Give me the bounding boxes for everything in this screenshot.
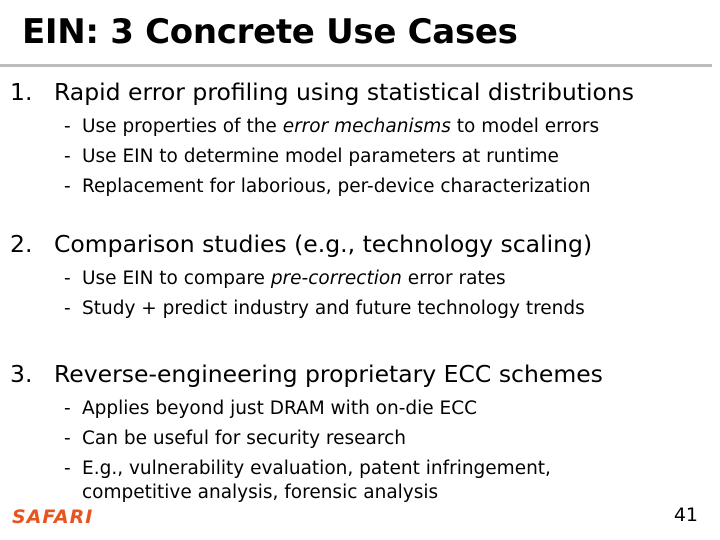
item-heading-text: Comparison studies (e.g., technology scaling) <box>54 230 593 258</box>
sub-bullet <box>64 264 592 294</box>
emphasized-term: pre-correction <box>270 268 402 289</box>
bullet-text: Applies beyond just DRAM with on-die ECC <box>82 398 478 419</box>
bullet-text-line: E.g., vulnerability evaluation, patent infringement, <box>82 458 551 479</box>
sub-bullet <box>64 394 603 424</box>
use-case-heading <box>10 230 592 258</box>
title-divider <box>0 64 712 67</box>
sub-bullet <box>64 454 603 502</box>
item-number: 2. <box>10 230 33 258</box>
bullet-text: Use EIN to determine model parameters at runtime <box>82 146 559 167</box>
bullet-text: Replacement for laborious, per-device characterization <box>82 176 591 197</box>
sub-bullet-list <box>64 394 603 502</box>
bullet-dash: - <box>64 298 71 319</box>
sub-bullet-list <box>64 112 634 202</box>
emphasized-term: error mechanisms <box>282 116 451 137</box>
sub-bullet <box>64 142 634 172</box>
sub-bullet <box>64 112 634 142</box>
item-number: 1. <box>10 78 33 106</box>
bullet-dash: - <box>64 146 71 167</box>
use-case-heading <box>10 360 603 388</box>
sub-bullet <box>64 172 634 202</box>
bullet-dash: - <box>64 428 71 449</box>
sub-bullet <box>64 294 592 324</box>
item-heading-text: Reverse-engineering proprietary ECC schemes <box>54 360 603 388</box>
bullet-dash: - <box>64 398 71 419</box>
item-heading-text: Rapid error profiling using statistical distributions <box>54 78 635 106</box>
bullet-text <box>82 454 551 502</box>
bullet-text: Study + predict industry and future technology trends <box>82 298 585 319</box>
bullet-text: Use properties of the error mechanisms to model errors <box>82 116 600 137</box>
page-number: 41 <box>673 504 698 526</box>
sub-bullet <box>64 424 603 454</box>
bullet-dash: - <box>64 268 71 289</box>
use-case-2 <box>10 230 592 324</box>
bullet-dash: - <box>64 116 71 137</box>
safari-logo: SAFARI <box>12 506 94 528</box>
slide-title: EIN: 3 Concrete Use Cases <box>22 12 518 52</box>
item-number: 3. <box>10 360 33 388</box>
use-case-heading <box>10 78 634 106</box>
use-case-3 <box>10 360 603 502</box>
bullet-text: Use EIN to compare pre-correction error rates <box>82 268 506 289</box>
bullet-dash: - <box>64 176 71 197</box>
use-case-1 <box>10 78 634 202</box>
sub-bullet-list <box>64 264 592 324</box>
bullet-text: Can be useful for security research <box>82 428 406 449</box>
bullet-dash: - <box>64 458 71 479</box>
bullet-text-line: competitive analysis, forensic analysis <box>82 482 439 503</box>
